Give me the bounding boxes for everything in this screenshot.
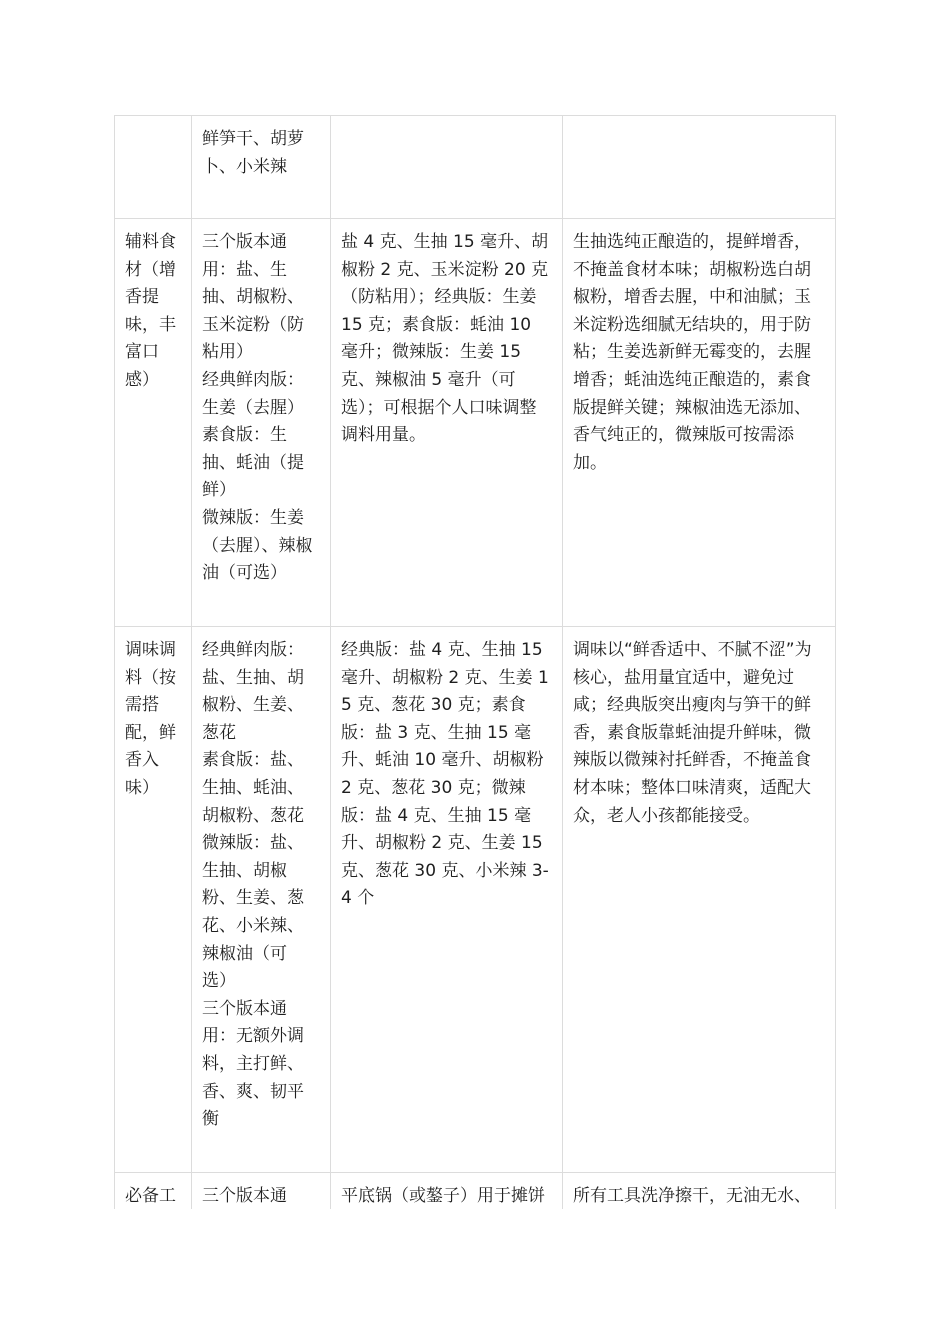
amount-cell: 经典版：盐 4 克、生抽 15 毫升、胡椒粉 2 克、生姜 15 克、葱花 30 克；素食版：盐 3 克、生抽 15 毫升、蚝油 10 毫升、胡椒粉 2 克、葱花 30 克；微辣版：盐 4 克、生抽 15 毫升、胡椒粉 2 克、生姜 15 克、葱花 30 克、小米辣 3-4 个 [331,627,563,1173]
category-cell: 辅料食材（增香提味，丰富口感） [115,219,192,627]
amount-cell: 平底锅（或鏊子）用于摊饼 [331,1173,563,1290]
notes-cell: 生抽选纯正酿造的，提鲜增香，不掩盖食材本味；胡椒粉选白胡椒粉，增香去腥，中和油腻；玉米淀粉选细腻无结块的，用于防粘；生姜选新鲜无霉变的，去腥增香；蚝油选纯正酿造的，素食版提鲜关键；辣椒油选无添加、香气纯正的，微辣版可按需添加。 [563,219,836,627]
items-cell: 三个版本通 [192,1173,331,1290]
amount-cell: 盐 4 克、生抽 15 毫升、胡椒粉 2 克、玉米淀粉 20 克（防粘用）；经典版：生姜 15 克；素食版：蚝油 10 毫升；微辣版：生姜 15 克、辣椒油 5 毫升（可选）；可根据个人口味调整调料用量。 [331,219,563,627]
table-row [115,116,836,219]
table-row [115,219,836,627]
items-cell: 三个版本通用：盐、生抽、胡椒粉、玉米淀粉（防粘用） 经典鲜肉版：生姜（去腥） 素食版：生抽、蚝油（提鲜） 微辣版：生姜（去腥）、辣椒油（可选） [192,219,331,627]
notes-cell: 调味以“鲜香适中、不腻不涩”为核心，盐用量宜适中，避免过咸；经典版突出瘦肉与笋干的鲜香，素食版靠蚝油提升鲜味，微辣版以微辣衬托鲜香，不掩盖食材本味；整体口味清爽，适配大众，老人小孩都能接受。 [563,627,836,1173]
page-bottom-margin [0,1209,950,1344]
table-row [115,627,836,1173]
category-cell [115,116,192,219]
items-cell: 鲜笋干、胡萝卜、小米辣 [192,116,331,219]
category-cell: 必备工 [115,1173,192,1290]
recipe-ingredients-table [114,115,836,1290]
notes-cell: 所有工具洗净擦干，无油无水、 [563,1173,836,1290]
items-cell: 经典鲜肉版：盐、生抽、胡椒粉、生姜、葱花 素食版：盐、生抽、蚝油、胡椒粉、葱花 微辣版：盐、生抽、胡椒粉、生姜、葱花、小米辣、辣椒油（可选） 三个版本通用：无额外调料，主打鲜、香、爽、韧平衡 [192,627,331,1173]
notes-cell [563,116,836,219]
category-cell: 调味调料（按需搭配，鲜香入味） [115,627,192,1173]
amount-cell [331,116,563,219]
